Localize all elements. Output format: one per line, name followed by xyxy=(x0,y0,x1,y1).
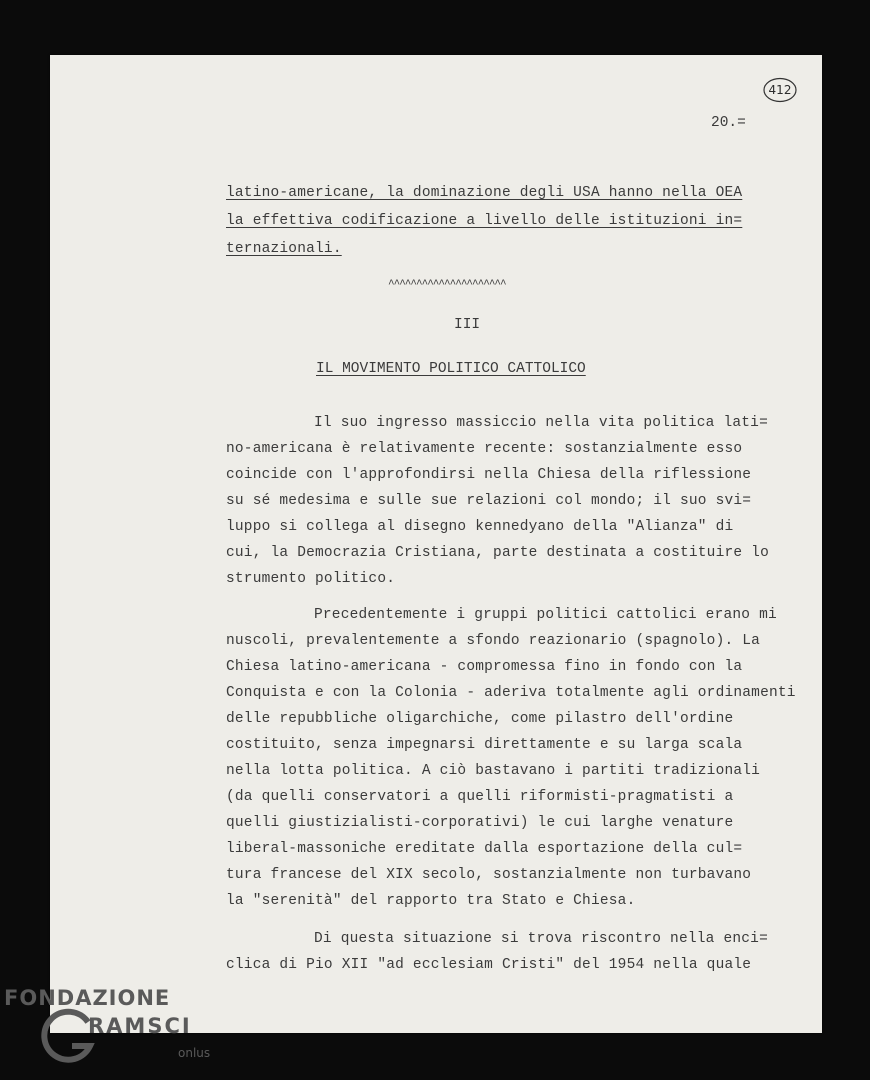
paragraph-2-line-1: Precedentemente i gruppi politici cattolici erano mi xyxy=(314,607,777,623)
paragraph-2-line-12: la "serenità" del rapporto tra Stato e Chiesa. xyxy=(226,893,636,909)
paragraph-2-line-5: delle repubbliche oligarchiche, come pilastro dell'ordine xyxy=(226,711,734,727)
page-number: 20.= xyxy=(711,115,746,131)
separator-line: ^^^^^^^^^^^^^^^^^^^^^ xyxy=(388,279,506,291)
section-title: IL MOVIMENTO POLITICO CATTOLICO xyxy=(316,361,586,377)
paragraph-2-line-9: quelli giustizialisti-corporativi) le cui larghe venature xyxy=(226,815,734,831)
paragraph-2-line-8: (da quelli conservatori a quelli riformisti-pragmatisti a xyxy=(226,789,734,805)
paragraph-2-line-3: Chiesa latino-americana - compromessa fino in fondo con la xyxy=(226,659,743,675)
paragraph-1-line-1: Il suo ingresso massiccio nella vita politica lati= xyxy=(314,415,768,431)
opening-line-1: latino-americane, la dominazione degli USA hanno nella OEA xyxy=(226,185,743,201)
paragraph-1-line-2: no-americana è relativamente recente: sostanzialmente esso xyxy=(226,441,743,457)
watermark-logo xyxy=(4,986,244,1080)
paragraph-2-line-7: nella lotta politica. A ciò bastavano i partiti tradizionali xyxy=(226,763,761,779)
section-number: III xyxy=(454,317,481,333)
paragraph-2-line-2: nuscoli, prevalentemente a sfondo reazionario (spagnolo). La xyxy=(226,633,761,649)
paragraph-2-line-11: tura francese del XIX secolo, sostanzialmente non turbavano xyxy=(226,867,752,883)
folio-number: 412 xyxy=(768,83,792,97)
watermark-line-2: RAMSCI xyxy=(88,1014,192,1038)
paragraph-2-line-6: costituito, senza impegnarsi direttamente e su larga scala xyxy=(226,737,743,753)
paragraph-1-line-6: cui, la Democrazia Cristiana, parte destinata a costituire lo xyxy=(226,545,769,561)
opening-line-3: ternazionali. xyxy=(226,241,342,257)
paragraph-2-line-10: liberal-massoniche ereditate dalla esportazione della cul= xyxy=(226,841,743,857)
watermark-line-3: onlus xyxy=(178,1046,211,1060)
document-page xyxy=(50,55,822,1033)
opening-line-2: la effettiva codificazione a livello delle istituzioni in= xyxy=(226,213,743,229)
paragraph-1-line-3: coincide con l'approfondirsi nella Chiesa della riflessione xyxy=(226,467,752,483)
paragraph-1-line-7: strumento politico. xyxy=(226,571,396,587)
paragraph-2-line-4: Conquista e con la Colonia - aderiva totalmente agli ordinamenti xyxy=(226,685,796,701)
paragraph-1-line-5: luppo si collega al disegno kennedyano della "Alianza" di xyxy=(226,519,734,535)
paragraph-3-line-2: clica di Pio XII "ad ecclesiam Cristi" del 1954 nella quale xyxy=(226,957,752,973)
watermark-line-1: FONDAZIONE xyxy=(4,986,171,1010)
folio-stamp xyxy=(762,77,798,103)
paragraph-3-line-1: Di questa situazione si trova riscontro nella enci= xyxy=(314,931,768,947)
paragraph-1-line-4: su sé medesima e sulle sue relazioni col mondo; il suo svi= xyxy=(226,493,752,509)
